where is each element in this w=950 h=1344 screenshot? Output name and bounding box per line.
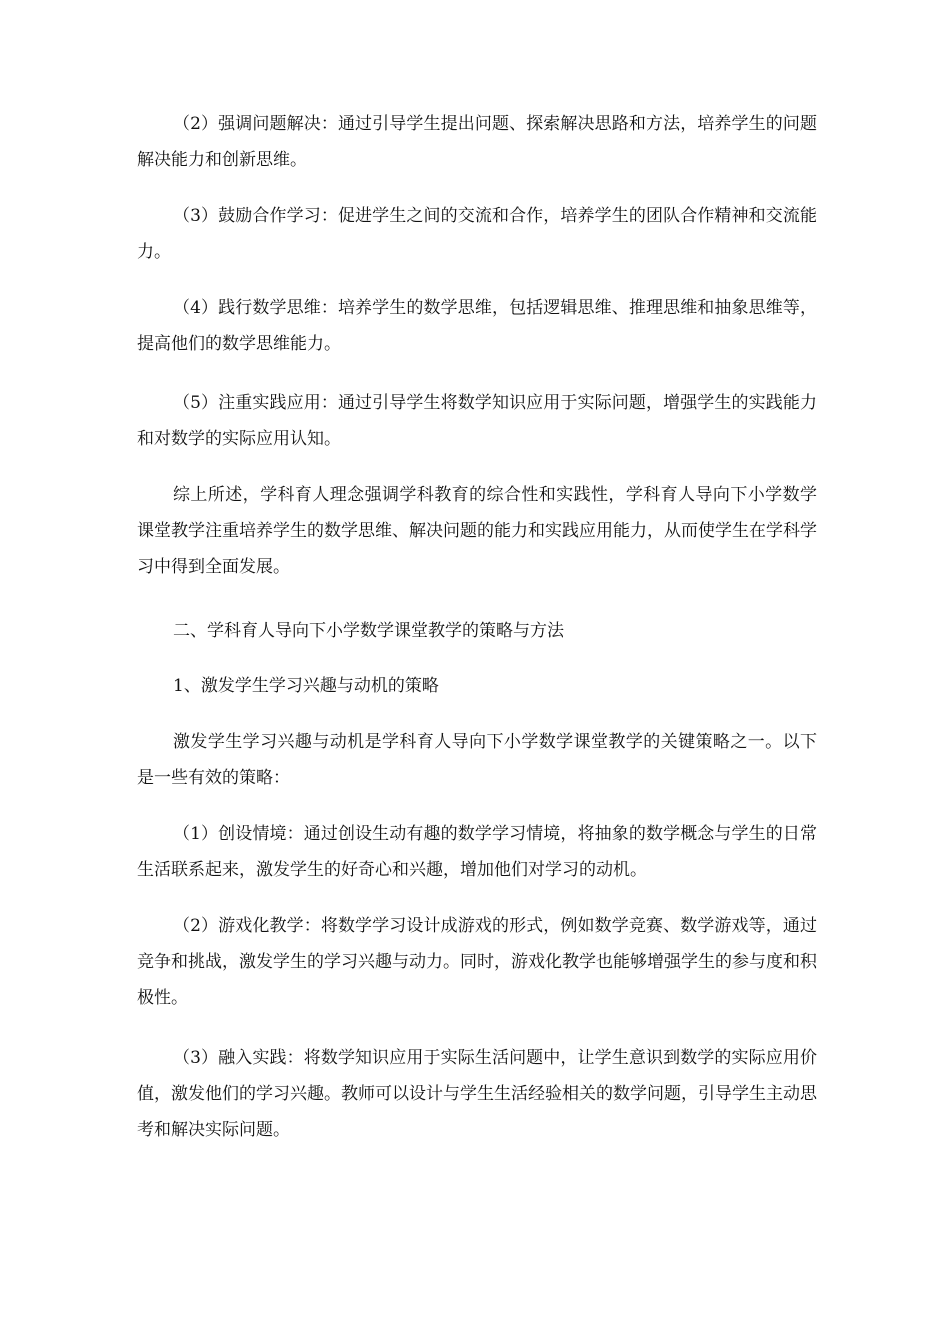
section-heading-strategies: 二、学科育人导向下小学数学课堂教学的策略与方法 <box>173 621 564 641</box>
paragraph-summary: 综上所述，学科育人理念强调学科教育的综合性和实践性，学科育人导向下小学数学课堂教学注重培养学生的数学思维、解决问题的能力和实践应用能力，从而使学生在学科学习中得到全面发展。 <box>137 485 817 577</box>
subsection-heading-motivation: 1、激发学生学习兴趣与动机的策略 <box>173 676 439 696</box>
paragraph-motivation-intro: 激发学生学习兴趣与动机是学科育人导向下小学数学课堂教学的关键策略之一。以下是一些有效的策略： <box>137 732 817 788</box>
paragraph-cooperative-learning: （3）鼓励合作学习：促进学生之间的交流和合作，培养学生的团队合作精神和交流能力。 <box>137 206 817 262</box>
paragraph-problem-solving: （2）强调问题解决：通过引导学生提出问题、探索解决思路和方法，培养学生的问题解决能力和创新思维。 <box>137 114 817 170</box>
paragraph-math-thinking: （4）践行数学思维：培养学生的数学思维，包括逻辑思维、推理思维和抽象思维等，提高他们的数学思维能力。 <box>137 298 817 354</box>
paragraph-practice-application: （5）注重实践应用：通过引导学生将数学知识应用于实际问题，增强学生的实践能力和对数学的实际应用认知。 <box>137 393 817 449</box>
paragraph-integrate-practice: （3）融入实践：将数学知识应用于实际生活问题中，让学生意识到数学的实际应用价值，激发他们的学习兴趣。教师可以设计与学生生活经验相关的数学问题，引导学生主动思考和解决实际问题。 <box>137 1048 817 1140</box>
paragraph-gamification: （2）游戏化教学：将数学学习设计成游戏的形式，例如数学竞赛、数学游戏等，通过竞争和挑战，激发学生的学习兴趣与动力。同时，游戏化教学也能够增强学生的参与度和积极性。 <box>137 916 817 1008</box>
paragraph-create-context: （1）创设情境：通过创设生动有趣的数学学习情境，将抽象的数学概念与学生的日常生活联系起来，激发学生的好奇心和兴趣，增加他们对学习的动机。 <box>137 824 817 880</box>
